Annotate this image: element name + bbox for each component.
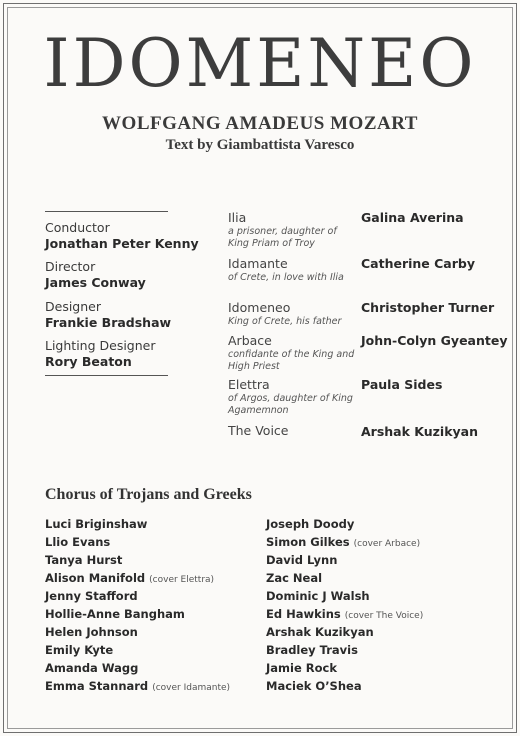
chorus-member: Joseph Doody [266, 517, 355, 531]
cover-note: (cover Idamante) [152, 683, 231, 693]
cast-character-ilia [228, 210, 358, 250]
chorus-member: Hollie-Anne Bangham [45, 607, 185, 621]
credit-person: Jonathan Peter Kenny [45, 236, 199, 251]
cast-singer: Galina Averina [361, 210, 464, 225]
cast-singer: Paula Sides [361, 377, 443, 392]
credit-person: Rory Beaton [45, 354, 132, 369]
cast-character-the-voice [228, 423, 358, 439]
cast-character-idomeneo [228, 300, 358, 328]
credit-designer [45, 299, 171, 331]
cast-character-elettra [228, 377, 358, 417]
character-description: King of Crete, his father [228, 316, 342, 327]
credit-person: James Conway [45, 275, 146, 290]
character-name: The Voice [228, 423, 289, 438]
chorus-member: David Lynn [266, 553, 338, 567]
credit-lighting-designer [45, 338, 156, 370]
cast-singer: John-Colyn Gyeantey [361, 333, 508, 348]
chorus-member: Ed Hawkins (cover The Voice) [266, 607, 424, 621]
cast-character-arbace [228, 333, 358, 373]
character-description: of Crete, in love with Ilia [228, 272, 344, 283]
chorus-member: Alison Manifold (cover Elettra) [45, 571, 215, 585]
cast-singer: Arshak Kuzikyan [361, 424, 478, 439]
cover-note: (cover The Voice) [344, 611, 424, 621]
chorus-member: Luci Briginshaw [45, 517, 148, 531]
opera-title: IDOMENEO [43, 25, 477, 102]
cast-singer: Christopher Turner [361, 300, 495, 315]
credit-role: Conductor [45, 220, 110, 235]
credit-role: Lighting Designer [45, 338, 156, 353]
chorus-member: Llio Evans [45, 535, 111, 549]
character-description: of Argos, daughter of King Agamemnon [228, 393, 353, 416]
chorus-member: Dominic J Walsh [266, 589, 370, 603]
character-description: a prisoner, daughter of King Priam of Troy [228, 226, 337, 249]
character-name: Idamante [228, 256, 288, 271]
chorus-member: Simon Gilkes (cover Arbace) [266, 535, 421, 549]
chorus-member: Helen Johnson [45, 625, 138, 639]
character-name: Arbace [228, 333, 272, 348]
chorus-heading: Chorus of Trojans and Greeks [45, 486, 252, 503]
cast-character-idamante [228, 256, 358, 284]
chorus-member: Jamie Rock [266, 661, 337, 675]
credit-person: Frankie Bradshaw [45, 315, 172, 330]
chorus-member: Amanda Wagg [45, 661, 139, 675]
chorus-member: Emily Kyte [45, 643, 114, 657]
credit-role: Director [45, 259, 96, 274]
credit-role: Designer [45, 299, 101, 314]
character-name: Ilia [228, 210, 247, 225]
chorus-member: Zac Neal [266, 571, 323, 585]
creative-top-rule [45, 211, 168, 212]
chorus-member: Jenny Stafford [45, 589, 138, 603]
creative-bottom-rule [45, 375, 168, 376]
composer-name: WOLFGANG AMADEUS MOZART [102, 113, 418, 134]
chorus-member: Tanya Hurst [45, 553, 123, 567]
chorus-member: Arshak Kuzikyan [266, 625, 374, 639]
character-name: Idomeneo [228, 300, 291, 315]
chorus-member: Maciek O’Shea [266, 679, 362, 693]
cast-singer: Catherine Carby [361, 256, 476, 271]
character-name: Elettra [228, 377, 270, 392]
chorus-member: Emma Stannard (cover Idamante) [45, 679, 231, 693]
chorus-member: Bradley Travis [266, 643, 358, 657]
credit-conductor [45, 220, 199, 252]
cover-note: (cover Elettra) [149, 575, 215, 585]
librettist-credit: Text by Giambattista Varesco [165, 137, 355, 153]
cover-note: (cover Arbace) [353, 539, 421, 549]
credit-director [45, 259, 146, 291]
character-description: confidante of the King and High Priest [228, 349, 355, 372]
